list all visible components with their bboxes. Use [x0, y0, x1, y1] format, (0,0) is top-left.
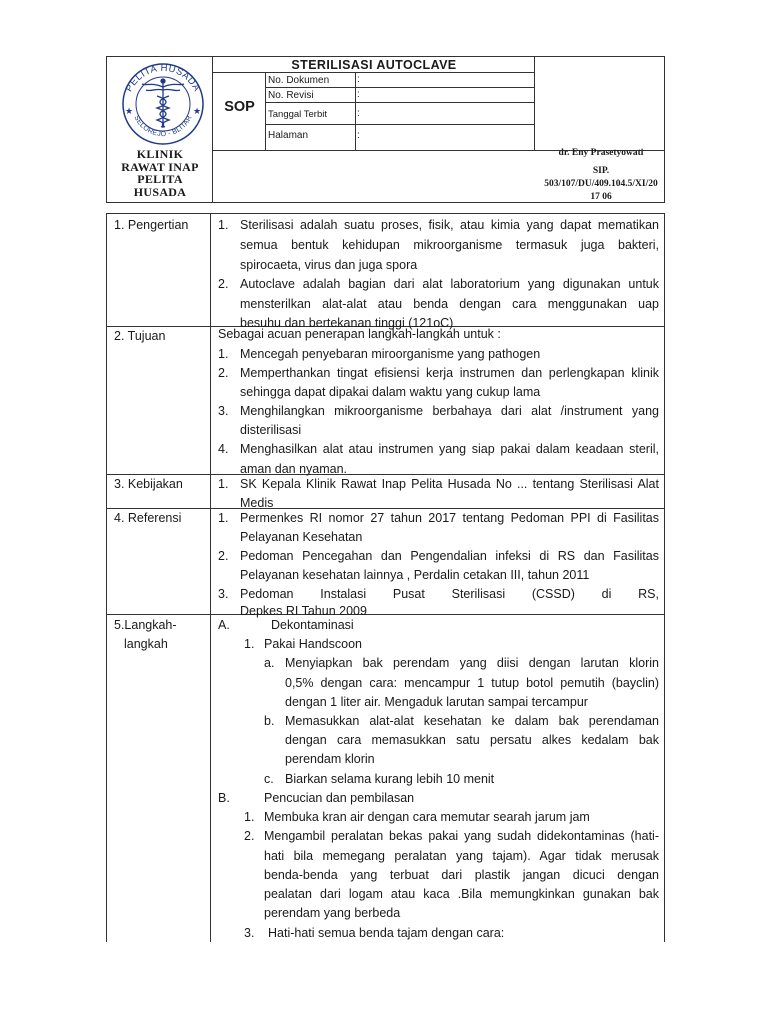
list-number: 3. [218, 404, 229, 418]
list-number: 1. [218, 477, 229, 491]
list-item-text: perendam klorin [285, 752, 375, 766]
list-number: 1. [218, 218, 229, 232]
list-item-text: SK Kepala Klinik Rawat Inap Pelita Husada No ... tentang Sterilisasi Alat [240, 477, 659, 491]
section-label-tujuan: 2. Tujuan [114, 329, 166, 343]
section-label-langkah: 5.Langkah- [114, 618, 177, 632]
list-item-text: Memperthankan tingat efisiensi kerja instrumen dan perlengkapan klinik [240, 366, 659, 380]
logo-text-top: PELITA HUSADA [123, 62, 203, 94]
list-item-text: besuhu dan bertekanan tinggi (121oC) [240, 316, 454, 330]
list-item-text: Menghasilkan alat atau instrumen yang siap pakai dalam keadaan steril, [240, 442, 659, 456]
clinic-name: KLINIK RAWAT INAP PELITA HUSADA [121, 147, 199, 199]
subsection-title: Pencucian dan pembilasan [264, 791, 415, 805]
clinic-logo [112, 60, 214, 146]
field-colon: : [357, 74, 360, 85]
list-item-text: Permenkes RI nomor 27 tahun 2017 tentang Pedoman PPI di Fasilitas [240, 511, 659, 525]
subsection-letter: B. [218, 791, 230, 805]
logo-text-bottom: SELOREJO - BLITAR [132, 114, 194, 139]
list-item-text: spirocaeta, virus dan juga spora [240, 258, 418, 272]
field-label-tanggal-terbit: Tanggal Terbit [268, 109, 327, 120]
list-number: 2. [244, 829, 255, 843]
list-item-text: Biarkan selama kurang lebih 10 menit [285, 772, 495, 786]
list-item-text: Membuka kran air dengan cara memutar searah jarum jam [264, 810, 590, 824]
sub-letter: c. [264, 772, 274, 786]
section-label-pengertian: 1. Pengertian [114, 218, 189, 232]
sip-number-cont: 17 06 [590, 192, 612, 202]
list-number: 1. [218, 347, 229, 361]
list-item-text: Mengambil peralatan bekas pakai yang sudah didekontaminas (hati- [264, 829, 659, 843]
sub-letter: a. [264, 656, 275, 670]
list-item-text: hati bila memegang peralatan yang tajam). Agar tidak merusak [264, 849, 659, 863]
sip-number: 503/107/DU/409.104.5/XI/20 [544, 179, 658, 189]
section-label-kebijakan: 3. Kebijakan [114, 477, 183, 491]
list-number: 2. [218, 277, 229, 291]
list-item-text: Menyiapkan bak perendam yang diisi dengan larutan klorin [285, 656, 659, 670]
star-icon: ★ [125, 106, 134, 116]
section-label-langkah-cont: langkah [124, 637, 168, 651]
subsection-title: Dekontaminasi [271, 618, 354, 632]
row-divider [106, 474, 665, 475]
list-item-text: aman dan nyaman. [240, 462, 348, 476]
list-item-text: Menghilangkan mikroorganisme berbahaya dari alat /instrument yang [240, 404, 659, 418]
caduceus-icon [142, 79, 184, 128]
list-item-text: Depkes RI Tahun 2009 [240, 604, 367, 618]
list-item-text: Memasukkan alat-alat kesehatan ke dalam bak perendaman [285, 714, 659, 728]
list-item-text: Hati-hati semua benda tajam dengan cara: [268, 926, 505, 940]
list-item-text: Medis [240, 496, 274, 510]
list-item-text: mensterilkan alat-alat atau benda dengan cara menggunakan uap [240, 297, 659, 311]
document-title: STERILISASI AUTOCLAVE [291, 58, 457, 72]
list-item-text: Mencegah penyebaran miroorganisme yang pathogen [240, 347, 541, 361]
content-divider [210, 213, 211, 942]
list-number: 2. [218, 549, 229, 563]
section-label-referensi: 4. Referensi [114, 511, 182, 525]
list-item-text: disterilisasi [240, 423, 302, 437]
list-item-text: Pedoman Pencegahan dan Pengendalian infeksi di RS dan Fasilitas [240, 549, 659, 563]
list-number: 3. [218, 587, 229, 601]
list-item-text: dengan 1 liter air. Mengaduk larutan sampai tercampur [285, 695, 588, 709]
field-label-halaman: Halaman [268, 130, 309, 141]
header-divider [265, 87, 534, 88]
list-item-text: Pelayanan Kesehatan [240, 530, 363, 544]
header-divider [355, 72, 356, 150]
field-label-no-dokumen: No. Dokumen [268, 75, 330, 86]
field-colon: : [357, 130, 360, 141]
list-item-text: 0,5% dengan cara: mencampur 1 tutup botol pemutih (bayclin) [285, 676, 659, 690]
star-icon: ★ [193, 106, 202, 116]
list-number: 1. [244, 810, 255, 824]
signatory-name: dr. Eny Prasetyowati [558, 148, 644, 158]
section-intro: Sebagai acuan penerapan langkah-langkah untuk : [218, 327, 501, 341]
list-item-text: Sterilisasi adalah suatu proses, fisik, atau kimia yang dapat mematikan [240, 218, 659, 232]
list-item-text: pealatan dari logam atau kaca .Bila memungkinkan gunakan bak [264, 887, 659, 901]
list-number: 1. [218, 511, 229, 525]
list-item-text: semua bentuk kehidupan mikroorganisme termasuk juga bakteri, [240, 238, 659, 252]
list-item-text: Autoclave adalah bagian dari alat laboratorium yang digunakan untuk [240, 277, 659, 291]
list-number: 3. [244, 926, 255, 940]
list-item-text: perendam yang berbeda [264, 906, 401, 920]
list-item-text: sehingga dapat dipakai dalam waktu yang cukup lama [240, 385, 541, 399]
list-item-text: dengan cara memasukkan satu persatu alkes kedalam bak [285, 733, 659, 747]
list-number: 4. [218, 442, 229, 456]
subsection-letter: A. [218, 618, 230, 632]
header-divider [534, 56, 535, 150]
header-divider [265, 102, 534, 103]
field-colon: : [357, 108, 360, 119]
header-divider [212, 72, 534, 73]
sub-letter: b. [264, 714, 275, 728]
row-divider [106, 508, 665, 509]
list-item-text: Pelayanan kesehatan lainnya , Perdalin cetakan III, tahun 2011 [240, 568, 590, 582]
signatory-block [537, 147, 665, 204]
list-item-text: Pakai Handscoon [264, 637, 362, 651]
row-divider [106, 614, 665, 615]
list-item-text: Pedoman Instalasi Pusat Sterilisasi (CSSD) di RS, [240, 587, 659, 601]
header-divider [265, 72, 266, 150]
list-item-text: benda-benda yang terbuat dari plastik jangan dicuci dengan [264, 868, 659, 882]
field-colon: : [357, 89, 360, 100]
sop-label: SOP [224, 99, 255, 115]
sip-label: SIP. [592, 166, 610, 176]
list-number: 2. [218, 366, 229, 380]
list-number: 1. [244, 637, 255, 651]
field-label-no-revisi: No. Revisi [268, 90, 314, 101]
header-divider [265, 124, 534, 125]
